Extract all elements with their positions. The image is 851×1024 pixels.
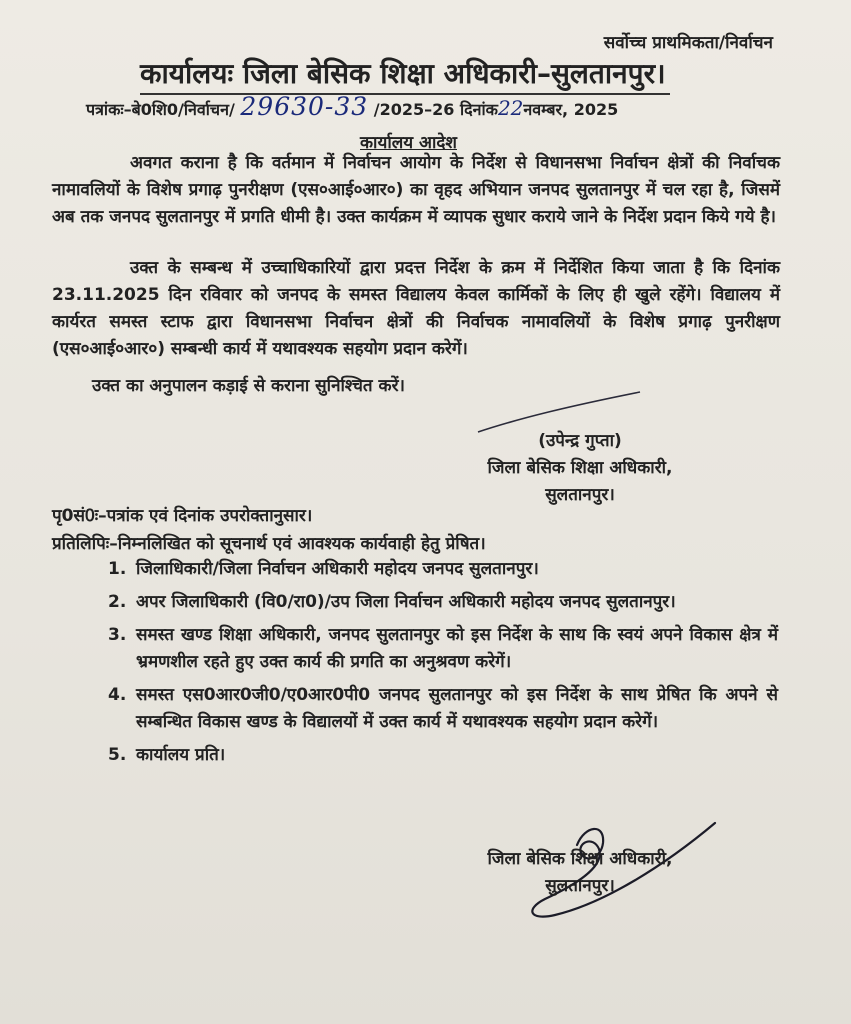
list-item: 2. अपर जिलाधिकारी (वि0/रा0)/उप जिला निर्वाचन अधिकारी महोदय जनपद सुलतानपुर। xyxy=(108,592,676,612)
ref-mid: /2025–26 दिनांक xyxy=(373,100,498,119)
order-paragraph-3: उक्त का अनुपालन कड़ाई से कराना सुनिश्चित करें। xyxy=(92,376,405,396)
list-item: 1. जिलाधिकारी/जिला निर्वाचन अधिकारी महोदय जनपद सुलतानपुर। xyxy=(108,559,539,579)
order-paragraph-2: उक्त के सम्बन्ध में उच्चाधिकारियों द्वारा प्रदत्त निर्देश के क्रम में निर्देशित किया जाता है कि दिनांक 23.11.2025 दिन रविवार को जनपद के समस्त विद्यालय केवल कार्मिकों के लिए ही खुले रहेंगे। विद्यालय में कार्यरत समस्त स्टाफ द्वारा विधानसभा निर्वाचन क्षेत्रों की निर्वाचक नामावलियों के विशेष प्रगाढ़ पुनरीक्षण (एस०आई०आर०) सम्बन्धी कार्य में यथावश्यक सहयोग प्रदान करेगें। xyxy=(52,258,780,359)
order-heading: कार्यालय आदेश xyxy=(360,133,457,153)
list-item: 3. समस्त खण्ड शिक्षा अधिकारी, जनपद सुलतानपुर को इस निर्देश के साथ कि स्वयं अपने विकास क्षेत्र में भ्रमणशील रहते हुए उक्त कार्य की प्रगति का अनुश्रवण करेगें। xyxy=(108,625,778,672)
signatory-designation: जिला बेसिक शिक्षा अधिकारी, xyxy=(487,458,673,478)
endorsement-number: पृ0सं0ः–पत्रांक एवं दिनांक उपरोक्तानुसार। xyxy=(52,506,313,526)
list-item: 4. समस्त एस0आर0जी0/ए0आर0पी0 जनपद सुलतानपुर को इस निर्देश के साथ प्रेषित कि अपने से सम्बन्धित विकास खण्ड के विद्यालयों में उक्त कार्य में यथावश्यक सहयोग प्रदान करेगें। xyxy=(108,685,778,732)
ref-prefix: पत्रांकः–बे0शि0/निर्वाचन/ xyxy=(86,100,235,119)
copy-to-line: प्रतिलिपिः–निम्नलिखित को सूचनार्थ एवं आवश्यक कार्यवाही हेतु प्रेषित। xyxy=(52,534,486,554)
ref-suffix: नवम्बर, 2025 xyxy=(523,100,619,119)
ref-number-handwritten: 29630-33 xyxy=(240,92,369,121)
office-title: कार्यालयः जिला बेसिक शिक्षा अधिकारी–सुलतानपुर। xyxy=(140,57,666,90)
list-item: 5. कार्यालय प्रति। xyxy=(108,745,226,765)
order-paragraph-1: अवगत कराना है कि वर्तमान में निर्वाचन आयोग के निर्देश से विधानसभा निर्वाचन क्षेत्रों की निर्वाचक नामावलियों के विशेष प्रगाढ़ पुनरीक्षण (एस०आई०आर०) का वृहद अभियान जनपद सुलतानपुर में चल रहा है, जिसमें अब तक जनपद सुलतानपुर में प्रगति धीमी है। उक्त कार्यक्रम में व्यापक सुधार कराये जाने के निर्देश प्रदान किये गये है। xyxy=(52,153,780,227)
priority-label: सर्वोच्च प्राथमिकता/निर्वाचन xyxy=(603,33,773,53)
signature-block-1 xyxy=(445,428,715,509)
date-handwritten: 22 xyxy=(497,96,524,120)
signatory-place-2: सुलतानपुर। xyxy=(545,876,615,896)
signatory-designation-2: जिला बेसिक शिक्षा अधिकारी, xyxy=(487,849,673,869)
reference-line xyxy=(86,92,618,121)
signatory-place: सुलतानपुर। xyxy=(545,485,615,505)
signature-block-2 xyxy=(445,846,715,900)
signatory-name: (उपेन्द्र गुप्ता) xyxy=(538,431,622,451)
copy-list xyxy=(108,556,778,775)
